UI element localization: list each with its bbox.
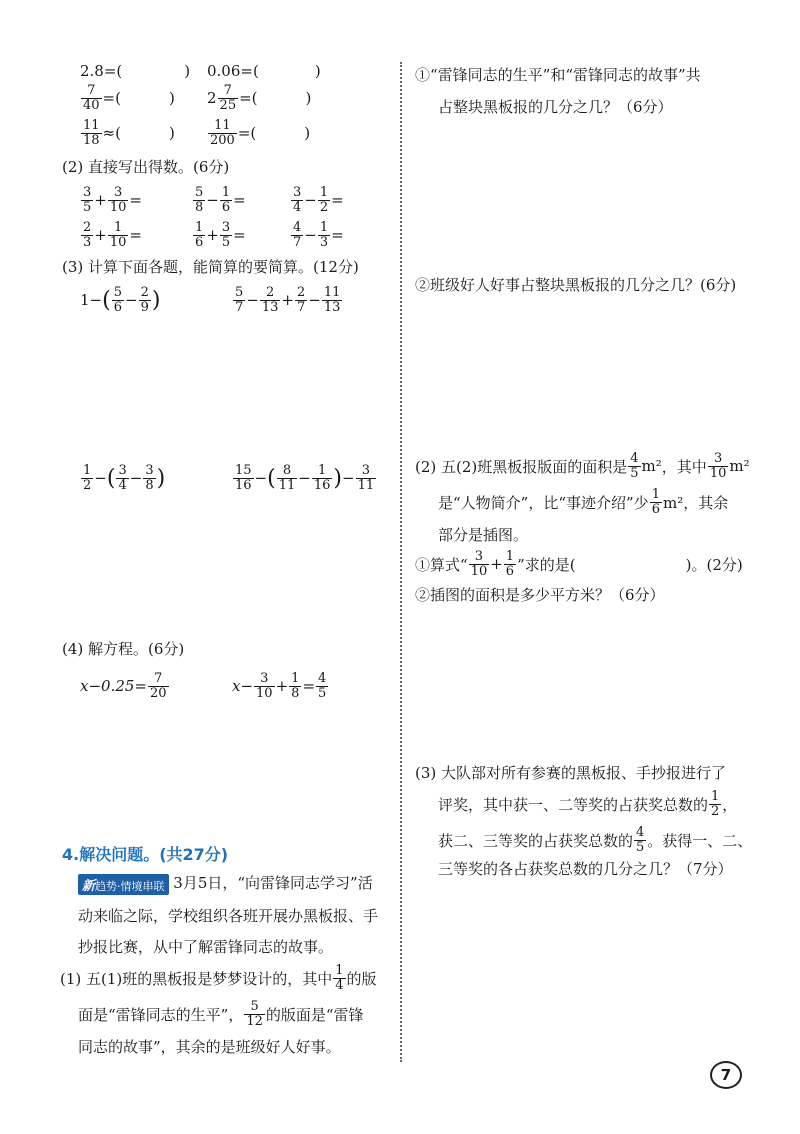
r3-line1: (2) 五(2)班黑板报版面的面积是 $\frac{4}{5}$ m² ，其中 $\frac{3}{10}$ m²: [415, 451, 750, 481]
equation-1: x−0.25= $\frac{7}{20}$: [80, 671, 167, 701]
convert-2-7-25: 2 $\frac{7}{25}$ =( ): [207, 83, 312, 113]
q1-line2: 面是“雷锋同志的生平”， $\frac{5}{12}$ 的版面是“雷锋: [78, 999, 364, 1029]
calc-a3: $\frac{3}{4}$ − $\frac{1}{2}$ =: [293, 185, 344, 215]
simplify-2: $\frac{5}{7}$ − $\frac{2}{13}$ + $\frac{2}{7}$ − $\frac{11}{13}$: [235, 285, 341, 315]
simplify-1: 1− ( $\frac{5}{6}$ − $\frac{2}{9}$ ): [80, 285, 161, 315]
r1-line1: ①“雷锋同志的生平”和“雷锋同志的故事”共: [415, 66, 701, 84]
fraction: $\frac{11}{200}$: [210, 118, 235, 148]
r6-line2: 评奖，其中获一、二等奖的占获奖总数的 $\frac{1}{2}$ ，: [438, 789, 738, 819]
calc-b2: $\frac{1}{6}$ + $\frac{3}{5}$ =: [195, 220, 246, 250]
fraction: $\frac{7}{40}$: [83, 83, 100, 113]
r6-line3: 获二、三等奖的占获奖总数的 $\frac{4}{5}$ 。获得一、二、: [438, 825, 753, 855]
intro-line1: 新趋势·情境串联 3月5日，“向雷锋同志学习”活: [78, 872, 373, 895]
r3-line3: 部分是插图。: [438, 526, 529, 544]
trend-tag: 新趋势·情境串联: [78, 874, 169, 895]
fraction: $\frac{7}{25}$: [219, 83, 237, 113]
convert-2.8: 2.8=( ): [80, 62, 191, 80]
r2-question: ②班级好人好事占整块黑板报的几分之几？(6分): [415, 276, 737, 294]
convert-text: 2.8=(: [80, 62, 123, 80]
intro-line3: 抄报比赛，从中了解雷锋同志的故事。: [78, 938, 334, 956]
calc-a1: $\frac{3}{5}$ + $\frac{3}{10}$ =: [83, 185, 142, 215]
calc-a2: $\frac{5}{8}$ − $\frac{1}{6}$ =: [195, 185, 246, 215]
calc-b1: $\frac{2}{3}$ + $\frac{1}{10}$ =: [83, 220, 142, 250]
convert-11-18: $\frac{11}{18}$ ≈( ): [83, 118, 175, 148]
r1-line2: 占整块黑板报的几分之几？（6分）: [438, 98, 673, 116]
fraction: $\frac{11}{18}$: [83, 118, 100, 148]
section4-title: 4.解决问题。(共27分): [62, 845, 229, 864]
q1-line1: (1) 五(1)班的黑板报是梦梦设计的，其中 $\frac{1}{4}$ 的版: [60, 963, 377, 993]
column-divider: [400, 62, 402, 1062]
convert-0.06: 0.06=( ): [207, 62, 321, 80]
r6-line1: (3) 大队部对所有参赛的黑板报、手抄报进行了: [415, 764, 727, 782]
intro-line2: 动来临之际，学校组织各班开展办黑板报、手: [78, 907, 379, 925]
convert-7-40: $\frac{7}{40}$ =( ): [83, 83, 175, 113]
r4-question: ①算式“ $\frac{3}{10}$ + $\frac{1}{6}$ ”求的是( )。(2分): [415, 549, 743, 579]
part4-title: (4) 解方程。(6分): [62, 640, 185, 658]
page-number: 7: [710, 1061, 742, 1089]
simplify-3: $\frac{1}{2}$ − ( $\frac{3}{4}$ − $\frac{3}{8}$ ): [83, 463, 166, 493]
part3-title: (3) 计算下面各题，能简算的要简算。(12分): [62, 258, 359, 276]
part2-title: (2) 直接写出得数。(6分): [62, 158, 230, 176]
convert-11-200: $\frac{11}{200}$ =( ): [210, 118, 311, 148]
r6-line4: 三等奖的各占获奖总数的几分之几？（7分）: [438, 860, 733, 878]
r5-question: ②插图的面积是多少平方米？（6分）: [415, 586, 665, 604]
simplify-4: $\frac{15}{16}$ − ( $\frac{8}{11}$ − $\frac{1}{16}$ ) − $\frac{3}{11}$: [235, 463, 375, 493]
calc-b3: $\frac{4}{7}$ − $\frac{1}{3}$ =: [293, 220, 344, 250]
r3-line2: 是“人物简介”，比“事迹介绍”少 $\frac{1}{6}$ m²，其余: [438, 487, 729, 517]
q1-line3: 同志的故事”，其余的是班级好人好事。: [78, 1038, 341, 1056]
equation-2: x− $\frac{3}{10}$ + $\frac{1}{8}$ = $\frac{4}{5}$: [232, 671, 327, 701]
